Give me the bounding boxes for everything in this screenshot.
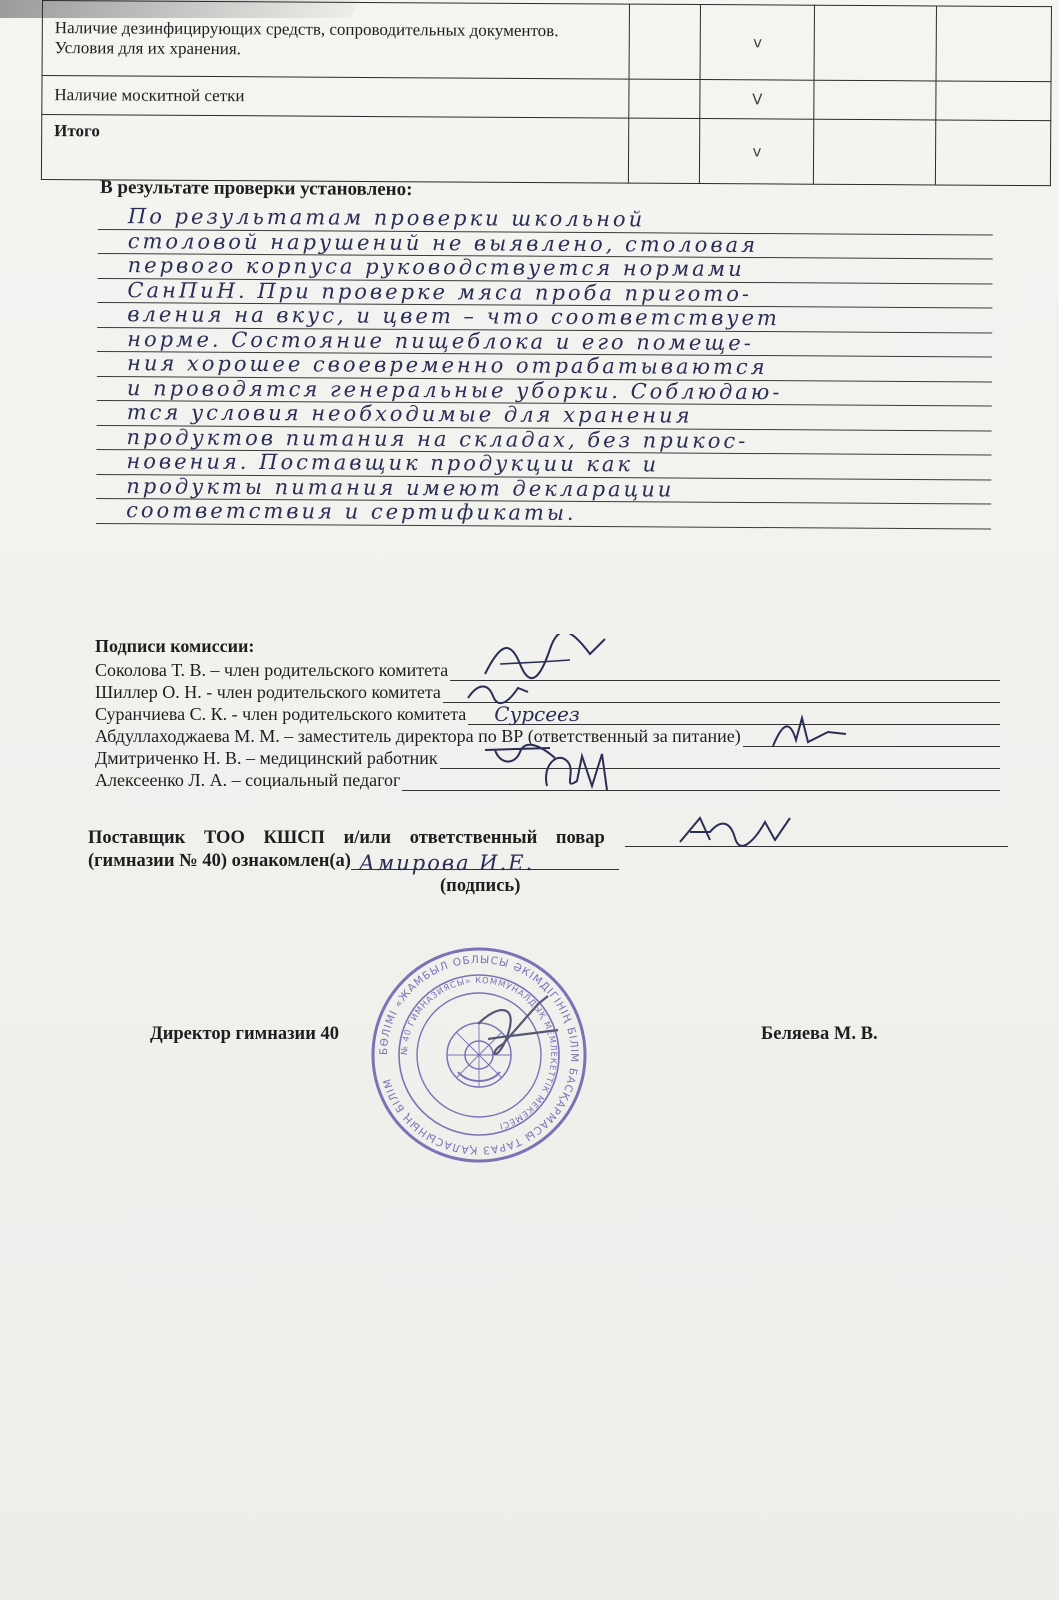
signature-scribble (537, 746, 627, 796)
commission-member (95, 659, 1000, 681)
signature-scribble (768, 712, 848, 752)
table-row (41, 115, 1050, 186)
signature-line (625, 828, 1008, 847)
handwritten-line: ния хорошее своевременно отрабатываются (97, 352, 992, 382)
member-name: Шиллер О. Н. - член родительского комитета (95, 682, 441, 702)
signature-line (743, 730, 1000, 747)
supplier-handwritten-name: Амирова И.Е. (351, 851, 619, 870)
table-cell (814, 5, 936, 81)
signature-line (443, 686, 1000, 703)
commission-member (95, 769, 1000, 791)
supplier-acknowledgement (88, 828, 1008, 897)
commission-member (95, 681, 1000, 703)
supplier-text: Поставщик ТОО КШСП и/или ответственный повар (88, 828, 605, 848)
handwritten-line: продуктов питания на складах, без прикос- (97, 425, 992, 455)
table-cell (814, 80, 936, 120)
stamp-inner-text: № 40 ГИМНАЗИЯСЫ» КОММУНАЛДЫҚ МЕМЛЕКЕТТІК МЕКЕМЕСІ (399, 975, 559, 1132)
supplier-line-1 (88, 828, 1008, 849)
table-cell (629, 4, 701, 79)
commission-heading: Подписи комиссии: (95, 636, 255, 656)
commission-member (95, 703, 1000, 725)
table-cell (814, 119, 936, 185)
signature-scribble (480, 634, 610, 684)
table-cell (628, 118, 700, 183)
checklist-table (41, 0, 1052, 174)
handwritten-line: продукты питания имеют декларации (96, 474, 991, 504)
signature-line (402, 774, 1000, 791)
handwritten-line: первого корпуса руководствуется нормами (98, 254, 993, 284)
member-name: Абдуллаходжаева М. М. – заместитель директора по ВР (ответственный за питание) (95, 726, 741, 746)
table-cell (936, 6, 1051, 82)
director-label: Директор гимназии 40 (150, 1024, 340, 1044)
member-name: Алексеенко Л. А. – социальный педагог (95, 770, 401, 790)
table-cell-total: Итого (41, 115, 628, 184)
table-cell (936, 120, 1051, 186)
check-mark: V (700, 80, 814, 120)
handwritten-line: По результатам проверки школьной (98, 205, 993, 235)
check-mark: v (700, 119, 814, 185)
table-cell (936, 81, 1051, 121)
handwritten-line: столовой нарушений не выявлено, столовая (98, 229, 993, 259)
handwritten-line: вления на вкус, и цвет – что соответствует (97, 303, 992, 333)
table-row (42, 76, 1051, 121)
official-stamp (368, 944, 590, 1166)
signature-line (440, 752, 1000, 769)
handwritten-findings (96, 205, 993, 540)
handwritten-line: новения. Поставщик продукции как и (96, 450, 991, 480)
handwritten-line: норме. Состояние пищеблока и его помеще- (97, 327, 992, 357)
table-row (42, 1, 1051, 82)
handwritten-line: и проводятся генеральные уборки. Соблюдаю- (97, 376, 992, 406)
member-name: Соколова Т. В. – член родительского комитета (95, 660, 449, 680)
emblem-icon (447, 1023, 511, 1087)
check-mark: v (700, 5, 814, 81)
table-cell-item: Наличие москитной сетки (42, 76, 629, 119)
stamp-outer-text: БӨЛІМІ «ЖАМБЫЛ ОБЛЫСЫ ӘКІМДІГІНІҢ БІЛІМ БАСҚАРМАСЫ ТАРАЗ ҚАЛАСЫНЫҢ БІЛІМ (377, 953, 581, 1157)
signature-scribble (675, 810, 795, 850)
handwritten-line: СанПиН. При проверке мяса проба пригото- (97, 278, 992, 308)
signature-caption: (подпись) (440, 876, 521, 896)
findings-title: В результате проверки установлено: (99, 176, 413, 201)
supplier-line-2 (88, 851, 1008, 875)
table-cell-item: Наличие дезинфицирующих средств, сопроводительных документов. Условия для их хранения. (42, 1, 629, 80)
handwritten-signature: Сурсеез (494, 702, 580, 726)
commission-signatures (95, 636, 1000, 791)
table-cell (628, 79, 700, 118)
supplier-text: (гимназии № 40) ознакомлен(а) (88, 851, 351, 871)
handwritten-line: соответствия и сертификаты. (96, 499, 991, 529)
signature-line (468, 702, 1000, 726)
director-name: Беляева М. В. (761, 1024, 878, 1044)
member-name: Дмитриченко Н. В. – медицинский работник (95, 748, 438, 768)
member-name: Суранчиева С. К. - член родительского комитета (95, 704, 467, 724)
handwritten-line: тся условия необходимые для хранения (97, 401, 992, 431)
